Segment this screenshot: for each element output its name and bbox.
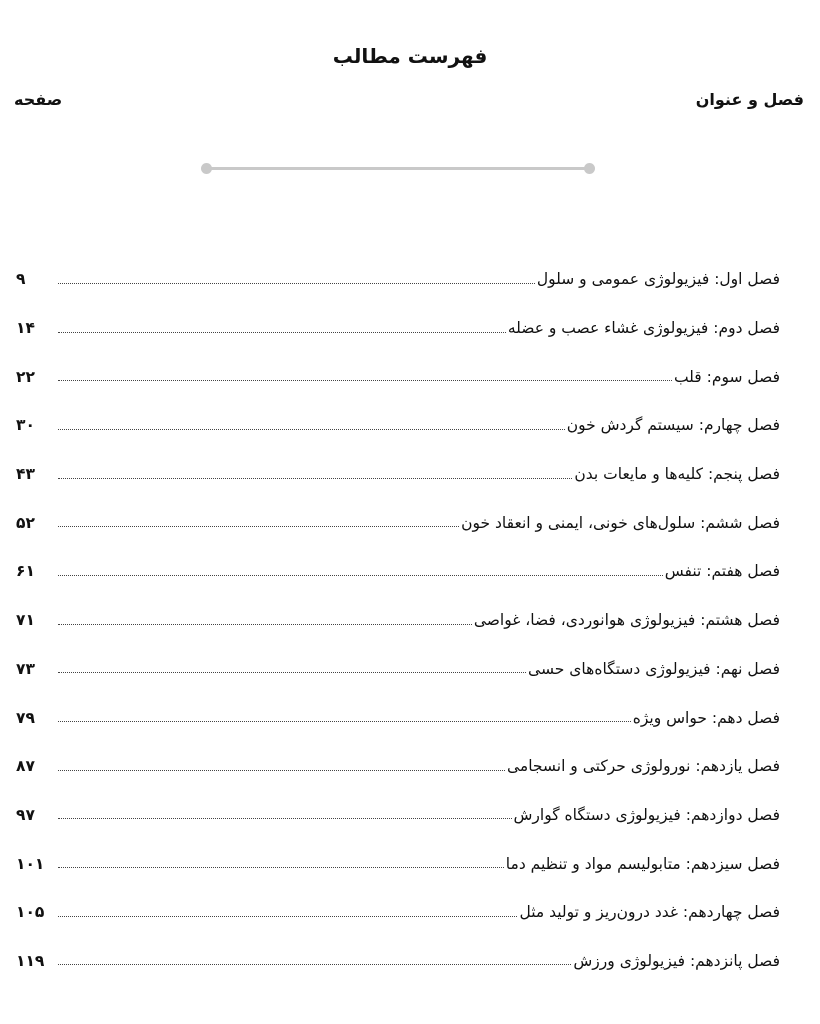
toc-page-number: ۳۰	[16, 416, 35, 435]
toc-chapter-text	[663, 562, 780, 580]
toc-chapter-text	[517, 903, 780, 921]
dot-leader	[58, 624, 472, 625]
toc-entry-8[interactable]	[16, 596, 780, 645]
toc-chapter-label: فصل چهارم:	[698, 416, 780, 435]
toc-chapter-label: فصل ششم:	[700, 513, 780, 532]
toc-chapter-text	[535, 270, 780, 288]
toc-chapter-text	[506, 319, 780, 337]
toc-chapter-label: فصل دوم:	[713, 319, 780, 338]
toc-entry-12[interactable]	[16, 791, 780, 840]
toc-chapter-title: تنفس	[664, 562, 702, 581]
dot-leader	[58, 478, 572, 479]
toc-list	[16, 255, 780, 985]
toc-chapter-title: غدد درون‌ریز و تولید مثل	[519, 903, 678, 922]
toc-entry-10[interactable]	[16, 693, 780, 742]
dot-leader	[58, 380, 672, 381]
toc-entry-5[interactable]	[16, 450, 780, 499]
dot-leader	[58, 964, 571, 965]
toc-chapter-text	[571, 952, 780, 970]
chapter-column-heading: فصل و عنوان	[695, 90, 804, 109]
dot-leader	[58, 575, 663, 576]
toc-chapter-title: حواس ویژه	[632, 708, 707, 727]
toc-chapter-text	[631, 709, 780, 727]
dot-leader	[58, 332, 506, 333]
toc-entry-1[interactable]	[16, 255, 780, 304]
toc-page-number: ۱۰۵	[16, 903, 45, 922]
toc-chapter-label: فصل پنجم:	[707, 465, 780, 484]
toc-chapter-label: فصل دوازدهم:	[685, 805, 780, 824]
toc-page-number: ۹	[16, 270, 26, 289]
toc-chapter-label: فصل سیزدهم:	[685, 854, 780, 873]
page-title: فهرست مطالب	[332, 44, 488, 68]
toc-chapter-label: فصل نهم:	[715, 659, 780, 678]
page-column-heading: صفحه	[14, 90, 63, 109]
toc-chapter-title: سیستم گردش خون	[566, 416, 694, 435]
dot-leader	[58, 867, 504, 868]
toc-chapter-title: سلول‌های خونی، ایمنی و انعقاد خون	[461, 513, 696, 532]
toc-page-number: ۱۴	[16, 319, 35, 338]
dot-leader	[58, 429, 565, 430]
toc-page-number: ۱۰۱	[16, 854, 45, 873]
dot-leader	[58, 721, 631, 722]
toc-entry-15[interactable]	[16, 937, 780, 986]
toc-chapter-text	[504, 855, 780, 873]
toc-entry-2[interactable]	[16, 304, 780, 353]
dot-leader	[58, 818, 512, 819]
toc-chapter-label: فصل پانزدهم:	[689, 951, 780, 970]
toc-chapter-label: فصل هشتم:	[700, 611, 780, 630]
toc-chapter-text	[459, 514, 780, 532]
toc-entry-14[interactable]	[16, 888, 780, 937]
toc-chapter-title: فیزیولوژی عمومی و سلول	[536, 270, 710, 289]
toc-page-number: ۸۷	[16, 757, 35, 776]
toc-page-number: ۵۲	[16, 513, 35, 532]
toc-chapter-text	[526, 660, 780, 678]
divider-end-dot	[201, 163, 212, 174]
toc-entry-9[interactable]	[16, 645, 780, 694]
toc-chapter-title: نورولوژی حرکتی و انسجامی	[506, 757, 691, 776]
toc-chapter-text	[472, 611, 780, 629]
toc-entry-3[interactable]	[16, 352, 780, 401]
toc-page-number: ۱۱۹	[16, 951, 45, 970]
toc-chapter-text	[572, 465, 780, 483]
dot-leader	[58, 526, 459, 527]
toc-chapter-title: کلیه‌ها و مایعات بدن	[574, 465, 703, 484]
toc-chapter-label: فصل سوم:	[706, 367, 780, 386]
toc-page-number: ۷۹	[16, 708, 35, 727]
toc-chapter-label: فصل دهم:	[711, 708, 780, 727]
toc-chapter-title: فیزیولوژی دستگاه‌های حسی	[528, 659, 711, 678]
dot-leader	[58, 770, 505, 771]
toc-chapter-label: فصل چهاردهم:	[682, 903, 780, 922]
toc-entry-13[interactable]	[16, 839, 780, 888]
toc-page-number: ۴۳	[16, 465, 35, 484]
toc-chapter-title: فیزیولوژی هوانوردی، فضا، غواصی	[473, 611, 696, 630]
toc-page-number: ۶۱	[16, 562, 35, 581]
divider-end-dot	[584, 163, 595, 174]
toc-chapter-label: فصل اول:	[714, 270, 780, 289]
dot-leader	[58, 916, 517, 917]
toc-chapter-title: فیزیولوژی دستگاه گوارش	[513, 805, 681, 824]
toc-chapter-text	[565, 416, 780, 434]
toc-chapter-title: فیزیولوژی غشاء عصب و عضله	[507, 319, 709, 338]
toc-page-number: ۷۱	[16, 611, 35, 630]
toc-chapter-title: فیزیولوژی ورزش	[573, 951, 686, 970]
toc-chapter-text	[512, 806, 780, 824]
toc-entry-11[interactable]	[16, 742, 780, 791]
toc-chapter-title: متابولیسم مواد و تنظیم دما	[505, 854, 681, 873]
dot-leader	[58, 283, 535, 284]
decorative-divider	[206, 167, 590, 170]
toc-chapter-text	[672, 368, 780, 386]
toc-page-number: ۷۳	[16, 659, 35, 678]
toc-page-number: ۹۷	[16, 805, 35, 824]
toc-chapter-text	[505, 757, 780, 775]
toc-chapter-title: قلب	[673, 367, 702, 386]
toc-page-number: ۲۲	[16, 367, 35, 386]
toc-entry-4[interactable]	[16, 401, 780, 450]
toc-chapter-label: فصل یازدهم:	[695, 757, 780, 776]
toc-chapter-label: فصل هفتم:	[706, 562, 780, 581]
toc-entry-7[interactable]	[16, 547, 780, 596]
toc-entry-6[interactable]	[16, 498, 780, 547]
dot-leader	[58, 672, 526, 673]
